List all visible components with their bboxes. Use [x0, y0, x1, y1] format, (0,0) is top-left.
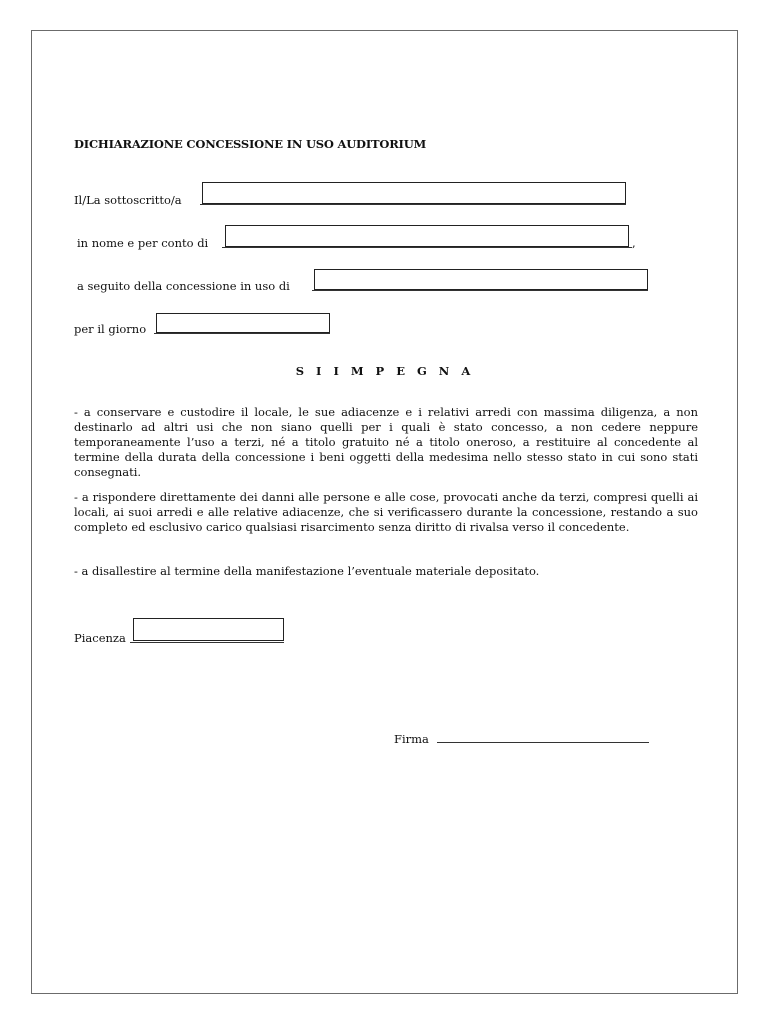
signature-label: Firma: [394, 732, 429, 746]
obligation-paragraph-3: - a disallestire al termine della manifestazione l’eventuale materiale depositato.: [74, 564, 540, 578]
conto-label: in nome e per conto di: [77, 236, 209, 250]
place-underline: [130, 642, 284, 643]
sottoscritto-input[interactable]: [202, 182, 626, 204]
seguito-underline: [312, 290, 648, 291]
seguito-input[interactable]: [314, 269, 648, 290]
conto-input[interactable]: [225, 225, 629, 247]
giorno-underline: [154, 333, 330, 334]
conto-comma: ,: [632, 236, 636, 250]
giorno-label: per il giorno: [74, 322, 147, 336]
conto-underline: [222, 247, 632, 248]
obligation-paragraph-1: - a conservare e custodire il locale, le sue adiacenze e i relativi arredi con massima diligenza, a non destinarlo ad altri usi che non siano quelli per i quali è stato concesso, a non cedere neppure temporaneamente l’uso a terzi, né a titolo gratuito né a titolo oneroso, a restituire al concedente al termine della durata della concessione i beni oggetti della medesima nello stesso stato in cui sono stati consegnati.: [74, 405, 698, 479]
giorno-input[interactable]: [156, 313, 330, 333]
document-title: DICHIARAZIONE CONCESSIONE IN USO AUDITORIUM: [74, 137, 427, 151]
place-input[interactable]: [133, 618, 284, 641]
sottoscritto-label: Il/La sottoscritto/a: [74, 193, 182, 207]
place-label: Piacenza: [74, 631, 126, 645]
impegna-heading: S I I M P E G N A: [295, 364, 475, 378]
seguito-label: a seguito della concessione in uso di: [77, 279, 290, 293]
sottoscritto-underline: [200, 204, 626, 205]
signature-line[interactable]: [437, 742, 649, 743]
obligation-paragraph-2: - a rispondere direttamente dei danni alle persone e alle cose, provocati anche da terzi, compresi quelli ai locali, ai suoi arredi e alle relative adiacenze, che si verificassero durante la concessione, restando a suo completo ed esclusivo carico qualsiasi risarcimento senza diritto di rivalsa verso il concedente.: [74, 490, 698, 534]
